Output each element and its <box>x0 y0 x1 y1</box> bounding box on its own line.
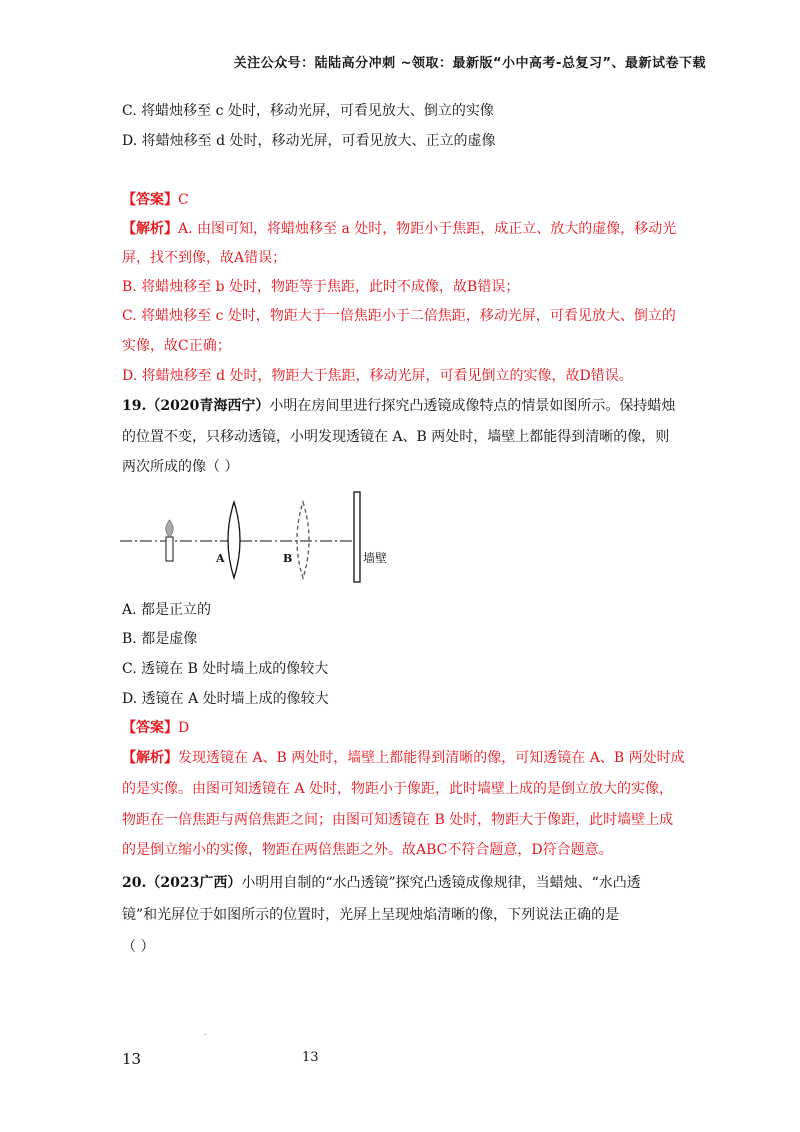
q20-stem-line: 镜”和光屏位于如图所示的位置时，光屏上呈现烛焰清晰的像，下列说法正确的是 <box>122 907 620 923</box>
q18-analysis-line: 实像，故C正确； <box>122 338 231 354</box>
question-text: 小明在房间里进行探究凸透镜成像特点的情景如图所示。保持蜡烛 <box>269 398 676 414</box>
lens-b <box>297 502 309 578</box>
q18-option-c: C. 将蜡烛移至 c 处时，移动光屏，可看见放大、倒立的实像 <box>122 103 494 119</box>
q18-analysis-line: D. 将蜡烛移至 d 处时，物距大于焦距，移动光屏，可看见倒立的实像，故D错误。 <box>122 368 633 384</box>
candle <box>166 537 173 561</box>
question-number: 20. <box>122 875 147 891</box>
analysis-tag: 【解析】 <box>122 750 178 766</box>
question-source: （2020青海西宁） <box>146 398 270 414</box>
decorative-dot: . <box>204 1028 207 1037</box>
analysis-tag: 【解析】 <box>122 221 178 237</box>
q20-stem <box>122 873 641 893</box>
q18-option-d: D. 将蜡烛移至 d 处时，移动光屏，可看见放大、正立的虚像 <box>122 133 496 149</box>
q18-analysis-line <box>122 219 676 239</box>
page-number-center: 13 <box>302 1050 319 1065</box>
q19-option-a: A. 都是正立的 <box>122 602 212 618</box>
q19-analysis-line: 的是实像。由图可知透镜在 A 处时，物距小于像距，此时墙壁上成的是倒立放大的实像， <box>122 781 674 797</box>
q19-analysis-line <box>122 748 685 768</box>
candle-flame <box>166 520 174 537</box>
answer-value: D <box>178 720 190 736</box>
q19-option-b: B. 都是虚像 <box>122 631 198 647</box>
q20-stem-line: （ ） <box>122 939 155 955</box>
label-a: A <box>216 552 225 565</box>
lens-a <box>228 502 240 578</box>
answer-value: C <box>178 192 189 208</box>
q18-analysis-line: C. 将蜡烛移至 c 处时，物距大于一倍焦距小于二倍焦距，移动光屏，可看见放大、倒立的 <box>122 308 676 324</box>
label-wall: 墙壁 <box>363 551 388 565</box>
q19-stem <box>122 396 675 416</box>
q18-analysis-line: 屏，找不到像，故A错误； <box>122 250 287 266</box>
answer-tag: 【答案】 <box>122 192 178 208</box>
q19-analysis-line: 物距在一倍焦距与两倍焦距之间；由图可知透镜在 B 处时，物距大于像距，此时墙壁上成 <box>122 812 674 828</box>
page-header: 关注公众号：陆陆高分冲刺 ~领取：最新版“小中高考-总复习”、最新试卷下载 <box>233 56 706 71</box>
question-text: 小明用自制的“水凸透镜”探究凸透镜成像规律，当蜡烛、“水凸透 <box>241 875 641 891</box>
question-number: 19. <box>122 398 147 414</box>
wall <box>354 492 360 582</box>
label-b: B <box>283 552 293 565</box>
page-number-left: 13 <box>122 1050 142 1068</box>
q19-option-d: D. 透镜在 A 处时墙上成的像较大 <box>122 691 329 707</box>
answer-tag: 【答案】 <box>122 720 178 736</box>
question-source: （2023广西） <box>146 875 242 891</box>
lens-diagram <box>120 482 500 592</box>
q19-analysis-line: 的是倒立缩小的实像，物距在两倍焦距之外。故ABC不符合题意，D符合题意。 <box>122 842 613 858</box>
q19-stem-line: 的位置不变，只移动透镜，小明发现透镜在 A、B 两处时，墙壁上都能得到清晰的像，则 <box>122 429 670 445</box>
q19-option-c: C. 透镜在 B 处时墙上成的像较大 <box>122 661 329 677</box>
analysis-text: 发现透镜在 A、B 两处时，墙壁上都能得到清晰的像，可知透镜在 A、B 两处时成 <box>178 750 685 766</box>
q18-answer <box>122 190 189 210</box>
q19-stem-line: 两次所成的像（ ） <box>122 459 239 475</box>
q18-analysis-line: B. 将蜡烛移至 b 处时，物距等于焦距，此时不成像，故B错误； <box>122 279 520 295</box>
analysis-text: A. 由图可知，将蜡烛移至 a 处时，物距小于焦距，成正立、放大的虚像，移动光 <box>178 221 677 237</box>
q19-answer <box>122 718 189 738</box>
